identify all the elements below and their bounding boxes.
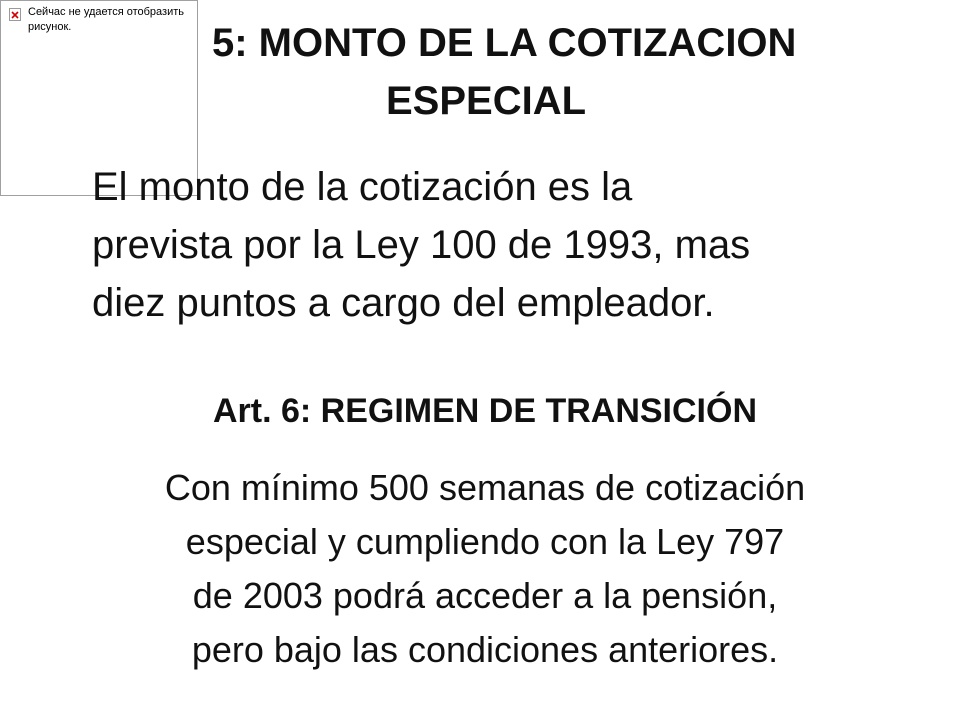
broken-image-message: Сейчас не удается отобразить рисунок. xyxy=(28,6,184,33)
section-heading-art-6: Art. 6: REGIMEN DE TRANSICIÓN xyxy=(212,392,758,430)
paragraph-transicion-line-2: especial y cumpliendo con la Ley 797 xyxy=(185,521,785,562)
broken-image-icon xyxy=(9,8,21,21)
slide-title-line-1: 5: MONTO DE LA COTIZACION xyxy=(212,21,797,65)
paragraph-transicion-line-3: de 2003 podrá acceder a la pensión, xyxy=(192,575,778,616)
paragraph-monto-line-2: prevista por la Ley 100 de 1993, mas xyxy=(92,223,751,267)
paragraph-transicion xyxy=(0,461,960,677)
paragraph-transicion-line-1: Con mínimo 500 semanas de cotización xyxy=(164,467,806,508)
paragraph-monto xyxy=(92,158,922,332)
slide-title-line-2: ESPECIAL xyxy=(386,79,587,123)
slide-title xyxy=(200,14,960,130)
paragraph-monto-line-1: El monto de la cotización es la xyxy=(92,165,633,209)
paragraph-transicion-line-4: pero bajo las condiciones anteriores. xyxy=(191,629,779,670)
paragraph-monto-line-3: diez puntos a cargo del empleador. xyxy=(92,281,715,325)
